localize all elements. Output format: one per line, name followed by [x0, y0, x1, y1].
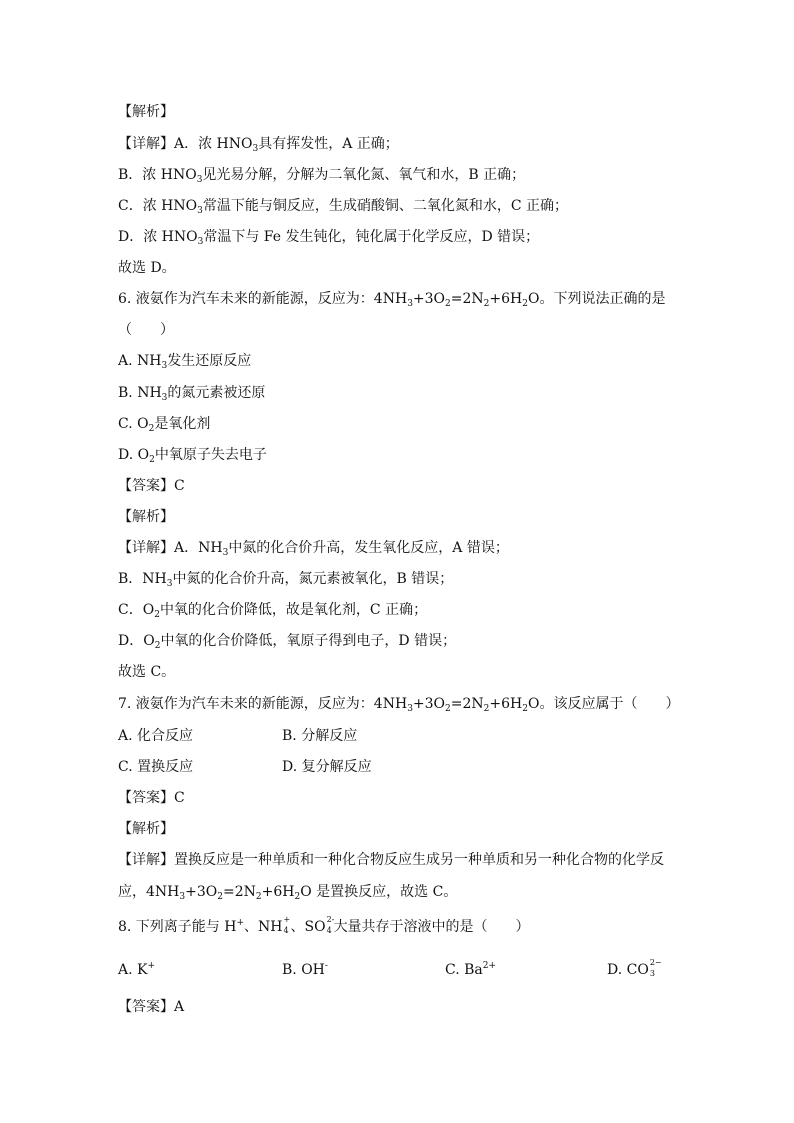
- q6-detail-c: C．$O_2$中氧的化合价降低，故是氧化剂，C 正确；: [118, 602, 428, 620]
- q6-analysis-heading: 【解析】: [118, 509, 174, 525]
- q6-detail-a: 【详解】A．$NH_3$中氮的化合价升高，发生氧化反应，A 错误；: [118, 540, 509, 558]
- q7-stem: 7. 液氨作为汽车未来的新能源，反应为：$4NH_3+3O_2=2N_2+6H_2O$。该反应属于（ ）: [118, 696, 680, 714]
- q6-choice: 故选 C。: [118, 664, 176, 680]
- q6-option-d: D. $O_2$中氧原子失去电子: [118, 447, 267, 465]
- q7-detail-line2: 应，$4NH_3+3O_2=2N_2+6H_2O$ 是置换反应，故选 C。: [118, 884, 458, 902]
- choice-conclusion: 故选 D。: [118, 260, 176, 276]
- detail-b: B．浓 $HNO_3$见光易分解，分解为二氧化氮、氧气和水，B 正确；: [118, 167, 526, 185]
- q7-option-d: D. 复分解反应: [282, 759, 372, 775]
- analysis-heading: 【解析】: [118, 104, 174, 120]
- q7-answer: 【答案】C: [118, 790, 185, 806]
- detail-d: D．浓 $HNO_3$常温下与 Fe 发生钝化，钝化属于化学反应，D 错误；: [118, 229, 540, 247]
- detail-c: C．浓 $HNO_3$常温下能与铜反应，生成硝酸铜、二氧化氮和水，C 正确；: [118, 198, 569, 216]
- q7-option-c: C. 置换反应: [118, 759, 194, 775]
- q6-option-b: B. $NH_3$的氮元素被还原: [118, 385, 266, 403]
- q6-answer: 【答案】C: [118, 478, 185, 494]
- detail-a: 【详解】A．浓 $HNO_3$具有挥发性，A 正确；: [118, 136, 399, 154]
- q6-option-a: A. $NH_3$发生还原反应: [118, 353, 252, 371]
- q7-option-a: A. 化合反应: [118, 728, 194, 744]
- q8-answer: 【答案】A: [118, 999, 185, 1015]
- q8-stem: 8. 下列离子能与 H+、NH + 4 、SO 2- 4 大量共存于溶液中的是（ ）: [118, 915, 530, 935]
- q8-option-c: C. $Ba^{2+}$: [445, 961, 497, 978]
- q8-option-b: B. OH-: [282, 961, 328, 978]
- q6-detail-b: B．$NH_3$中氮的化合价升高，氮元素被氧化，B 错误；: [118, 571, 454, 589]
- q7-option-b: B. 分解反应: [282, 728, 358, 744]
- nh4-charge-stack: + 4: [283, 915, 291, 935]
- q7-detail-line1: 【详解】置换反应是一种单质和一种化合物反应生成另一种单质和另一种化合物的化学反: [118, 852, 664, 868]
- q8-option-a: A. K+: [118, 961, 156, 978]
- q7-analysis-heading: 【解析】: [118, 821, 174, 837]
- q6-paren: （ ）: [118, 322, 174, 338]
- co3-charge-stack: 2− 3: [649, 958, 662, 978]
- q8-option-d: D. CO 2− 3: [607, 958, 662, 978]
- q6-stem: 6. 液氨作为汽车未来的新能源，反应为：$4NH_3+3O_2=2N_2+6H_2O$。下列说法正确的是: [118, 291, 666, 309]
- q6-detail-d: D．$O_2$中氧的化合价降低，氧原子得到电子，D 错误；: [118, 633, 457, 651]
- so4-charge-stack: 2- 4: [326, 915, 335, 935]
- q6-option-c: C. $O_2$是氧化剂: [118, 416, 211, 434]
